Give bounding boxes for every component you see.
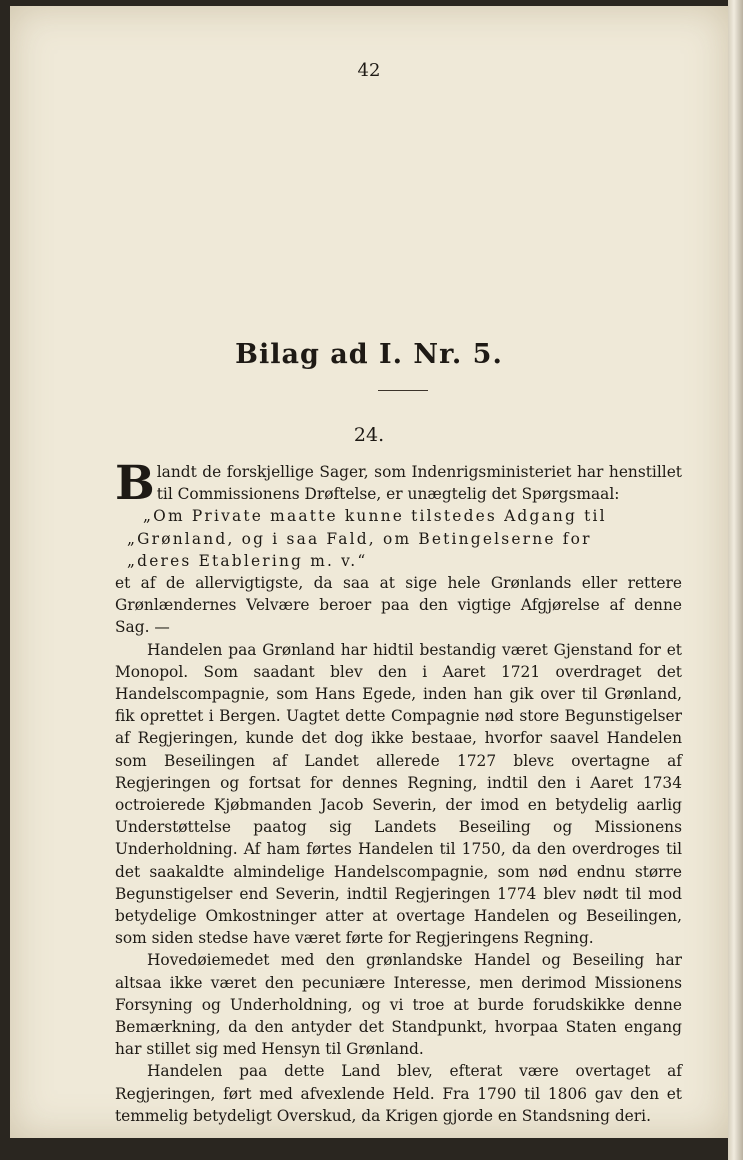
document-page [10, 6, 728, 1138]
opening-text: landt de forskjellige Sager, som Indenrigsministeriet har henstillet til Commissionens Drøftelse, er unægtelig det Spørgsmaal: [156, 463, 682, 504]
quote-line: „Om Private maatte kunne tilstedes Adgang til [143, 507, 607, 526]
section-number: 24. [353, 424, 385, 446]
drop-cap: B [115, 456, 155, 511]
book-binding-edge [728, 0, 743, 1160]
paragraph: Hovedøiemedet med den grønlandske Handel og Beseiling har altsaa ikke været den pecuniære Interesse, men derimod Missionens Forsyning og Underholdning, og vi troe at burde forudskikke denne Bemærkning, da den antyder det Standpunkt, hvorpaa Staten engang har stillet sig med Hensyn til Grønland. [115, 951, 682, 1059]
page-number: 42 [357, 60, 381, 81]
paragraph: Handelen paa Grønland har hidtil bestandig været Gjenstand for et Monopol. Som saadant blev den i Aaret 1721 overdraget det Handelscompagnie, som Hans Egede, inden han gik over til Grønland, fik oprettet i Bergen. Uagtet dette Compagnie nød store Begunstigelser af Regjeringen, kunde det dog ikke bestaae, hvorfor saavel Handelen som Beseilingen af Landet allerede 1727 blevε overtagne af Regjeringen og fortsat for dennes Regning, indtil den i Aaret 1734 octroierede Kjøbmanden Jacob Severin, der imod en betydelig aarlig Understøttelse paatog sig Landets Beseiling og Missionens Underholdning. Af ham førtes Handelen til 1750, da den overdroges til det saakaldte almindelige Handelscompagnie, som nød endnu større Begunstigelser end Severin, indtil Regjeringen 1774 blev nødt til mod betydelige Omkostninger atter at overtage Handelen og Beseilingen, som siden stedse have været førte for Regjeringens Regning. [115, 640, 682, 948]
quote-line: „deres Etablering m. v.“ [127, 551, 368, 570]
paragraph: Handelen paa dette Land blev, efterat være overtaget af Regjeringen, ført med afvexlende Held. Fra 1790 til 1806 gav den et temmelig betydeligt Overskud, da Krigen gjorde en Standsning deri. [115, 1062, 682, 1125]
appendix-heading: Bilag ad I. Nr. 5. [235, 339, 503, 370]
opening-paragraph [115, 456, 682, 511]
heading-divider [378, 390, 428, 391]
body-text [115, 456, 682, 1127]
quote-line: „Grønland, og i saa Fald, om Betingelserne for [127, 529, 592, 548]
continuation-paragraph: et af de allervigtigste, da saa at sige hele Grønlands eller rettere Grønlændernes Velvære beroer paa den vigtige Afgjørelse af denne Sag. — [115, 574, 682, 637]
